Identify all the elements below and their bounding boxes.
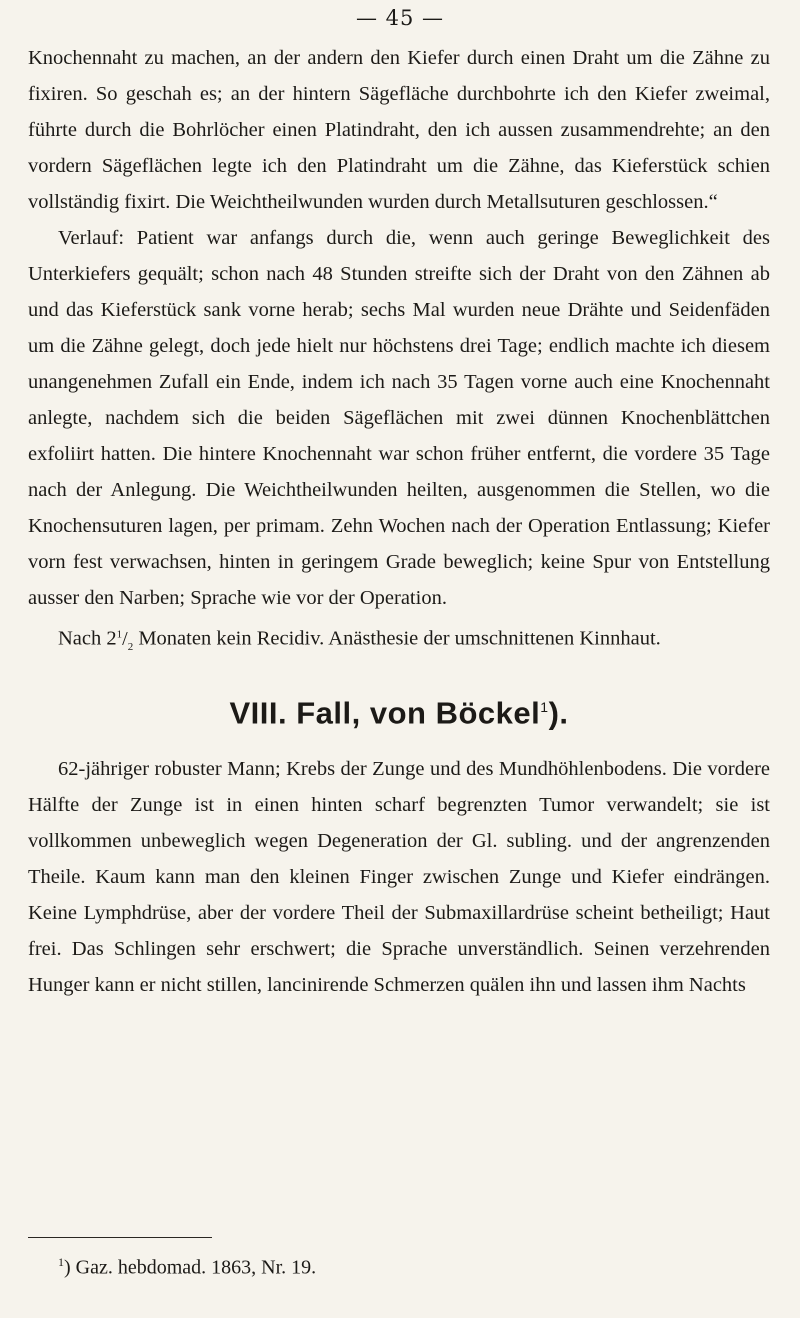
- paragraph-case: 62-jähriger robuster Mann; Krebs der Zunge und des Mundhöhlenbodens. Die vordere Hälfte der Zunge ist in einen hinten scharf begrenzten Tumor verwandelt; sie ist vollkommen unbeweglich wegen Degeneration der Gl. subling. und der angrenzenden Theile. Kaum kann man den kleinen Finger zwischen Zunge und Kiefer eindrängen. Keine Lymphdrüse, aber der vordere Theil der Submaxillardrüse scheint betheiligt; Haut frei. Das Schlingen sehr erschwert; die Sprache unverständlich. Seinen verzehrenden Hunger kann er nicht stillen, lancinirende Schmerzen quälen ihn und lassen ihm Nachts: [28, 757, 770, 996]
- page-number: — 45 —: [355, 6, 445, 30]
- recidiv-text-after: Monaten kein Recidiv. Anästhesie der umschnittenen Kinnhaut.: [133, 627, 661, 650]
- paragraph-verlauf: Verlauf: Patient war anfangs durch die, wenn auch geringe Beweglichkeit des Unterkiefers gequält; schon nach 48 Stunden streifte sich der Draht von den Zähnen ab und das Kieferstück sank vorne herab; sechs Mal wurden neue Drähte und Seidenfäden um die Zähne gelegt, doch jede hielt nur höchstens drei Tage; endlich machte ich diesem unangenehmen Zufall ein Ende, indem ich nach 35 Tagen vorne auch eine Knochennaht anlegte, nachdem sich die beiden Sägeflächen mit zwei dünnen Knochenblättchen exfoliirt hatten. Die hintere Knochennaht war schon früher entfernt, die vordere 35 Tage nach der Anlegung. Die Weichtheilwunden heilten, ausgenommen die Stellen, wo die Knochensuturen lagen, per primam. Zehn Wochen nach der Operation Entlassung; Kiefer vorn fest verwachsen, hinten in geringem Grade beweglich; keine Spur von Entstellung ausser den Narben; Sprache wie vor der Operation.: [28, 227, 770, 609]
- fraction-denominator: 2: [127, 640, 134, 653]
- fraction: $^1/_2$: [116, 627, 134, 653]
- recidiv-text-before: Nach 2: [58, 627, 117, 650]
- footnote: [58, 1248, 316, 1282]
- heading-text: VIII. Fall, von Böckel: [229, 694, 541, 730]
- paragraph-1: Knochennaht zu machen, an der andern den Kiefer durch einen Draht um die Zähne zu fixiren. So geschah es; an der hintern Sägefläche durchbohrte ich den Kiefer zweimal, führte durch die Bohrlöcher einen Platindraht, den ich aussen zusammendrehte; an den vordern Sägeflächen legte ich den Platindraht um die Zähne, das Kieferstück schien vollständig fixirt. Die Weichtheilwunden wurden durch Metallsuturen geschlossen.“: [28, 47, 770, 213]
- body-text: [28, 40, 770, 1003]
- footnote-mark: 1: [58, 1255, 64, 1269]
- fraction-numerator: 1: [116, 628, 123, 640]
- footnote-divider: [28, 1237, 212, 1238]
- heading-close: ).: [548, 694, 569, 730]
- paragraph-recidiv: [28, 616, 770, 665]
- footnote-text: ) Gaz. hebdomad. 1863, Nr. 19.: [64, 1256, 317, 1279]
- section-heading: [28, 687, 770, 733]
- heading-footnote-mark: 1: [540, 698, 549, 715]
